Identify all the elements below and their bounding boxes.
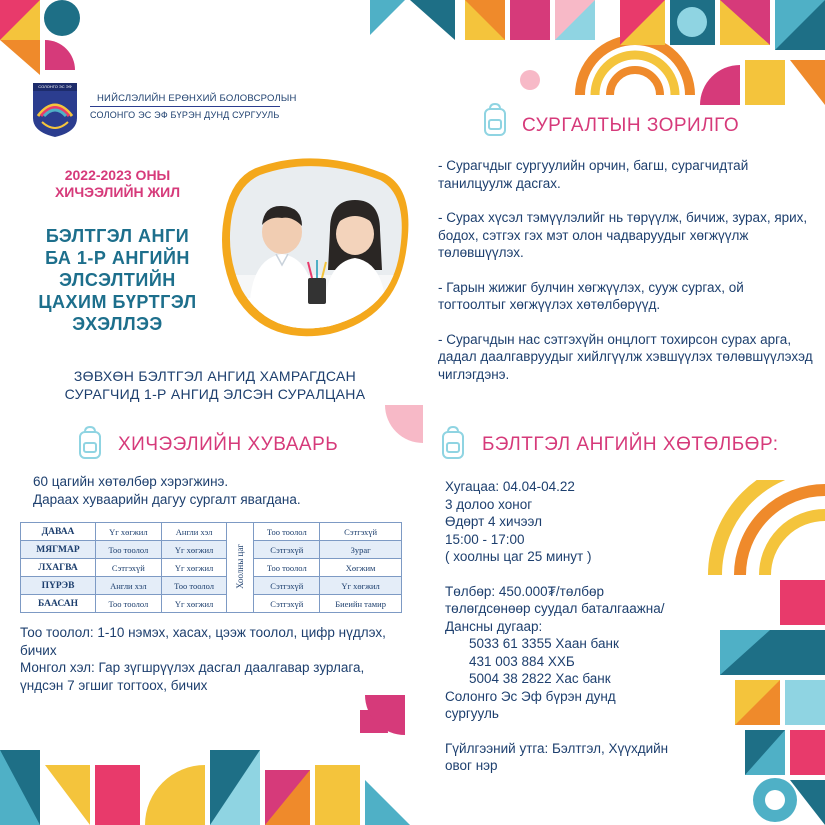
academic-year: [25, 167, 210, 201]
table-row: [21, 559, 402, 577]
spacer: [445, 566, 745, 583]
headline-line: ЭХЭЛЛЭЭ: [72, 314, 163, 334]
day-cell: БААСАН: [21, 595, 96, 613]
program-daily: Өдөрт 4 хичээл: [445, 514, 542, 529]
program-details: [445, 478, 745, 775]
school-line1: НИЙСЛЭЛИЙН ЕРӨНХИЙ БОЛОВСРОЛЫН: [97, 93, 297, 104]
program-time: 15:00 - 17:00: [445, 531, 525, 547]
account-holder: сургууль: [445, 706, 499, 721]
table-cell: Сэтгэхүй: [96, 559, 162, 577]
table-cell: Сэтгэхүй: [320, 523, 402, 541]
program-lunch: ( хоолны цаг 25 минут ): [445, 549, 592, 564]
backpack-icon: [440, 425, 466, 461]
children-photo: [220, 150, 410, 340]
table-cell: Биеийн тамир: [320, 595, 402, 613]
day-cell: ЛХАГВА: [21, 559, 96, 577]
account-label: Дансны дугаар:: [445, 618, 543, 634]
schedule-title: ХИЧЭЭЛИЙН ХУВААРЬ: [118, 434, 339, 455]
bank-account: 431 003 884 ХХБ: [469, 653, 575, 669]
transfer-purpose: Гүйлгээний утга: Бэлтгэл, Хүүхдийн: [445, 740, 669, 756]
table-cell: Сэтгэхүй: [254, 541, 320, 559]
decor-drop-bottom: [365, 695, 405, 735]
table-row: [21, 577, 402, 595]
subheadline-line: ЗӨВХӨН БЭЛТГЭЛ АНГИД ХАМРАГДСАН: [73, 368, 357, 384]
headline-line: БЭЛТГЭЛ АНГИ: [45, 226, 190, 246]
spacer: [445, 723, 745, 740]
backpack-icon: [482, 102, 508, 138]
decor-drop-middle: [385, 405, 423, 443]
program-duration: Хугацаа: 04.04-04.22: [445, 479, 575, 494]
table-cell: Тоо тоолол: [254, 523, 320, 541]
table-cell: Үг хөгжил: [161, 559, 227, 577]
subheadline: [20, 367, 410, 403]
table-cell: Тоо тоолол: [96, 595, 162, 613]
year-line1: 2022-2023 ОНЫ: [64, 167, 171, 183]
table-cell: Үг хөгжил: [161, 541, 227, 559]
decor-top-left: [0, 0, 90, 75]
goal-item: - Сурагчдыг сургуулийн орчин, багш, сурагчидтай танилцуулж дасгах.: [438, 158, 749, 191]
school-logo: [30, 80, 80, 138]
day-cell: МЯГМАР: [21, 541, 96, 559]
table-cell: Хөгжим: [320, 559, 402, 577]
table-cell: Сэтгэхүй: [254, 577, 320, 595]
school-line2: СОЛОНГО ЭС ЭФ БҮРЭН ДУНД СУРГУУЛЬ: [90, 110, 280, 120]
goal-item: - Сурах хүсэл тэмүүлэлийг нь төрүүлж, бичиж, зурах, ярих, бодох, сэтгэх гэх мэт олон чадваруудыг хөгжүүлж төлөвшүүлэх.: [438, 210, 808, 260]
program-fee-note: төлөгдсөнөөр суудал баталгаажна/: [445, 601, 665, 616]
schedule-notes: [20, 624, 392, 694]
goals-list: [438, 157, 813, 383]
schedule-note: Монгол хэл: Гар зүгшрүүлэх дасгал даалгавар зурлага, үндсэн 7 эгшиг тогтоох, бичих: [20, 660, 365, 693]
decor-bottom-left: [0, 710, 410, 825]
table-cell: Сэтгэхүй: [254, 595, 320, 613]
headline-line: ЦАХИМ БҮРТГЭЛ: [38, 292, 197, 312]
main-headline: [25, 225, 210, 335]
schedule-table: [20, 522, 402, 613]
table-cell: Тоо тоолол: [161, 577, 227, 595]
table-cell: Зураг: [320, 541, 402, 559]
program-weeks: 3 долоо хоног: [445, 496, 533, 512]
decor-top-right: [370, 0, 825, 105]
year-line2: ХИЧЭЭЛИЙН ЖИЛ: [54, 184, 181, 200]
transfer-purpose: овог нэр: [445, 758, 498, 773]
program-title: БЭЛТГЭЛ АНГИЙН ХӨТӨЛБӨР:: [482, 434, 779, 455]
bank-account: 5004 38 2822 Хас банк: [469, 671, 611, 686]
headline-line: ЭЛСЭЛТИЙН: [59, 270, 176, 290]
table-row: [21, 541, 402, 559]
table-row: [21, 523, 402, 541]
lunch-break-cell: [227, 523, 254, 613]
schedule-intro: [33, 473, 403, 508]
schedule-intro-line: Дараах хуваарийн дагуу сургалт явагдана.: [33, 491, 301, 507]
logo-text: СОЛОНГО ЭС ЭФ: [38, 84, 72, 89]
goal-item: - Сурагчдын нас сэтгэхүйн онцлогт тохирсон сурах арга, дадал даалгавруудыг хийлгүүлж хэвшүүлэх төлөвшүүлэхэд чиглэгдэнэ.: [438, 331, 813, 382]
school-divider: [90, 106, 280, 107]
headline-line: БА 1-Р АНГИЙН: [45, 248, 190, 268]
goals-title: СУРГАЛТЫН ЗОРИЛГО: [522, 115, 740, 136]
table-row: [21, 595, 402, 613]
day-cell: ДАВАА: [21, 523, 96, 541]
subheadline-line: СУРАГЧИД 1-Р АНГИД ЭЛСЭН СУРАЛЦАНА: [64, 386, 366, 402]
table-cell: Тоо тоолол: [254, 559, 320, 577]
table-cell: Англи хэл: [161, 523, 227, 541]
table-cell: Англи хэл: [96, 577, 162, 595]
program-fee: Төлбөр: 450.000₮/төлбөр: [445, 583, 604, 599]
lunch-break-label: Хоолны цаг: [235, 544, 246, 589]
schedule-note: Тоо тоолол: 1-10 нэмэх, хасах, цээж тоолол, цифр нүдлэх, бичих: [20, 625, 386, 658]
bank-account: 5033 61 3355 Хаан банк: [469, 636, 619, 651]
table-cell: Үг хөгжил: [96, 523, 162, 541]
backpack-icon: [77, 425, 103, 461]
account-holder: Солонго Эс Эф бүрэн дунд: [445, 688, 616, 704]
goal-item: - Гарын жижиг булчин хөгжүүлэх, сууж сургах, ой тогтоолтыг хөгжүүлэх хөтөлбөрүүд.: [438, 279, 744, 312]
day-cell: ПҮРЭВ: [21, 577, 96, 595]
table-cell: Үг хөгжил: [161, 595, 227, 613]
table-cell: Үг хөгжил: [320, 577, 402, 595]
table-cell: Тоо тоолол: [96, 541, 162, 559]
schedule-intro-line: 60 цагийн хөтөлбөр хэрэгжинэ.: [33, 474, 229, 489]
